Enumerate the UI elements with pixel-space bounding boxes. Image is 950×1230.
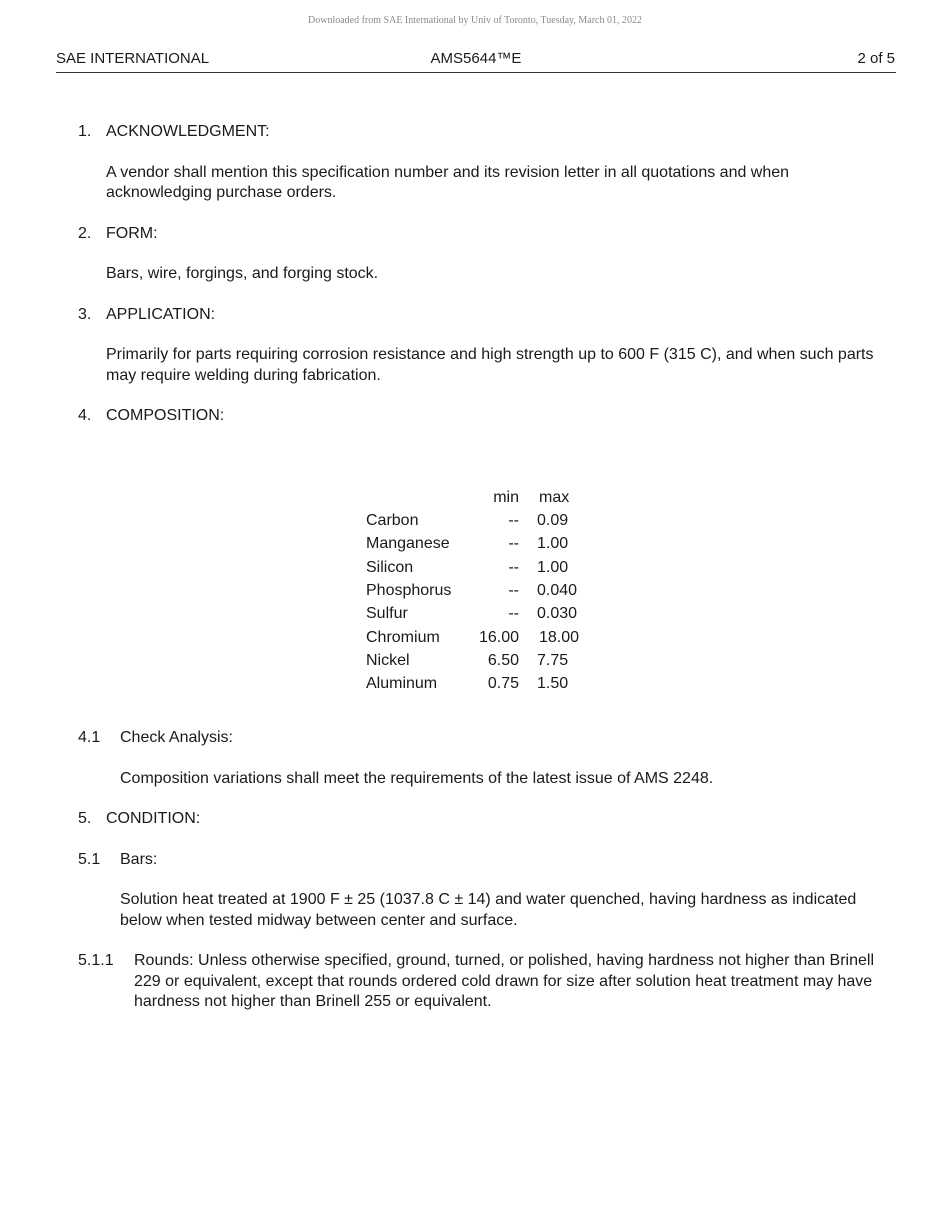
section-5-heading: [78, 809, 878, 830]
element-header: [366, 487, 477, 510]
section-title: CONDITION:: [106, 810, 201, 828]
section-2-body: Bars, wire, forgings, and forging stock.: [106, 265, 379, 282]
section-5-1-body: Solution heat treated at 1900 F ± 25 (1037.8 C ± 14) and water quenched, having hardness as indicated below when tested midway between center and surface.: [120, 891, 857, 929]
document-body: [78, 122, 878, 1013]
section-1-body: A vendor shall mention this specification number and its revision letter in all quotations and when acknowledging purchase orders.: [106, 163, 790, 201]
section-3-heading: [78, 305, 878, 326]
max-value: 1.00: [537, 535, 569, 553]
table-row: [366, 650, 609, 673]
header-doc-id: AMS5644™E: [430, 50, 522, 67]
section-4-1-body: Composition variations shall meet the requirements of the latest issue of AMS 2248.: [120, 769, 714, 787]
element-name: Carbon: [366, 512, 419, 530]
section-5-1-1-body: Rounds: Unless otherwise specified, ground, turned, or polished, having hardness not higher than Brinell 229 or equivalent, except that rounds ordered cold drawn for size after solution heat treatment may have hardness not higher than Brinell 255 or equivalent.: [134, 952, 874, 1011]
element-name: Phosphorus: [366, 582, 452, 600]
min-value: --: [508, 512, 519, 530]
table-row: [366, 673, 609, 696]
element-name: Aluminum: [366, 675, 438, 693]
section-4-heading: [78, 406, 878, 427]
section-number: 5.1.1: [78, 952, 114, 970]
table-row: [366, 510, 609, 533]
table-row: [366, 626, 609, 649]
section-1-heading: [78, 122, 878, 143]
section-title: COMPOSITION:: [106, 407, 225, 424]
element-name: Silicon: [366, 558, 414, 576]
header-page-number: 2 of 5: [857, 50, 895, 67]
section-title: Check Analysis:: [120, 729, 233, 747]
section-number: 4.: [78, 407, 92, 424]
max-value: 0.030: [537, 605, 578, 623]
section-5-1-heading: [78, 850, 878, 871]
section-3-body: Primarily for parts requiring corrosion resistance and high strength up to 600 F (315 C), and when such parts may require welding during fabrication.: [106, 346, 874, 384]
section-title: FORM:: [106, 224, 158, 242]
composition-header-row: [366, 487, 609, 510]
download-watermark: Downloaded from SAE International by Univ of Toronto, Tuesday, March 01, 2022: [308, 15, 642, 26]
section-number: 1.: [78, 123, 92, 140]
min-value: 6.50: [487, 651, 519, 669]
table-row: [366, 580, 609, 603]
min-header: min: [493, 488, 519, 506]
max-value: 1.50: [537, 675, 569, 693]
element-name: Sulfur: [366, 605, 408, 623]
min-value: --: [508, 582, 519, 600]
max-value: 0.040: [537, 582, 578, 600]
page-header: [56, 50, 896, 73]
section-number: 4.1: [78, 729, 101, 747]
min-value: --: [508, 535, 519, 553]
section-2-heading: [78, 224, 878, 245]
section-title: APPLICATION:: [106, 305, 216, 323]
section-number: 5.1: [78, 850, 101, 868]
max-value: 18.00: [539, 628, 580, 646]
table-row: [366, 556, 609, 579]
section-title: ACKNOWLEDGMENT:: [106, 123, 270, 140]
section-number: 3.: [78, 305, 92, 323]
section-title: Bars:: [120, 850, 158, 868]
max-value: 1.00: [537, 558, 569, 576]
max-value: 7.75: [537, 651, 569, 669]
element-name: Chromium: [366, 628, 440, 646]
section-number: 2.: [78, 224, 92, 242]
element-name: Nickel: [366, 651, 410, 669]
header-org: SAE INTERNATIONAL: [56, 50, 210, 67]
section-4-1-heading: [78, 728, 878, 749]
table-row: [366, 603, 609, 626]
composition-table: [366, 487, 609, 697]
min-value: 0.75: [487, 675, 519, 693]
min-value: --: [508, 558, 519, 576]
max-header: max: [539, 488, 570, 506]
section-number: 5.: [78, 810, 92, 828]
element-name: Manganese: [366, 535, 450, 553]
max-value: 0.09: [537, 512, 569, 530]
section-5-1-1: [78, 951, 878, 1013]
min-value: 16.00: [478, 628, 519, 646]
min-value: --: [508, 605, 519, 623]
table-row: [366, 533, 609, 556]
